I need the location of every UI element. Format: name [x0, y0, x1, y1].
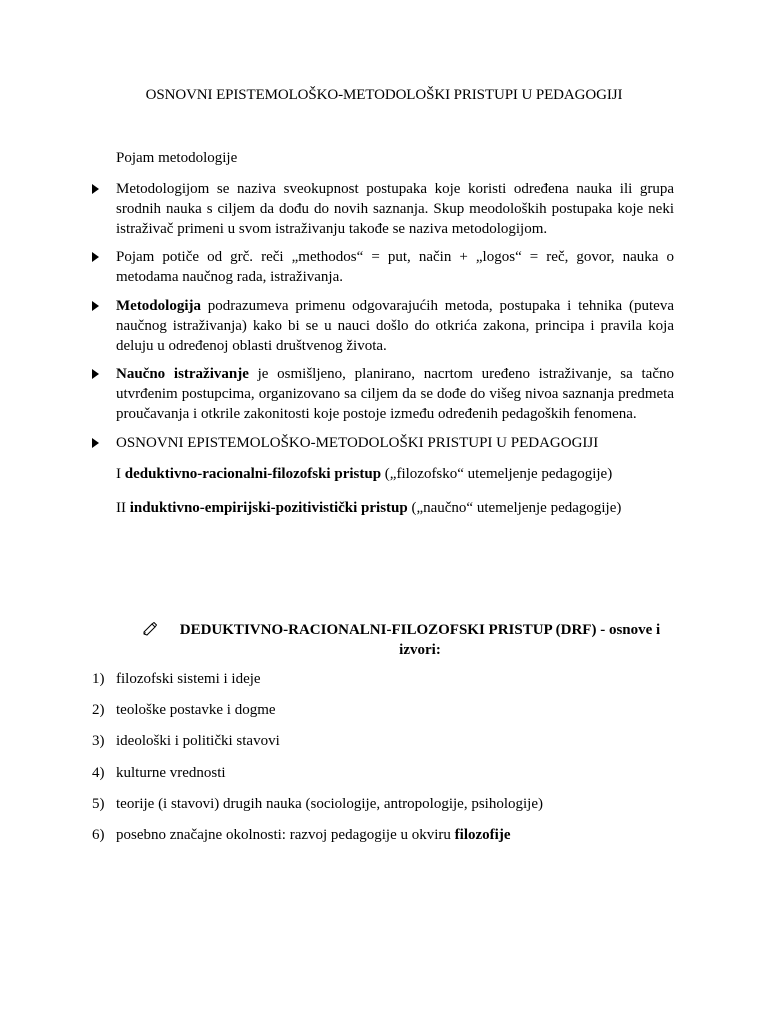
section-heading: DEDUKTIVNO-RACIONALNI-FILOZOFSKI PRISTUP (DRF) - osnove i izvori:	[160, 620, 680, 660]
list-item: 4) kulturne vrednosti	[92, 764, 226, 781]
triangle-bullet-icon	[92, 438, 99, 448]
list-item: 5) teorije (i stavovi) drugih nauka (sociologije, antropologije, psihologije)	[92, 795, 543, 812]
triangle-bullet-icon	[92, 369, 99, 379]
bullet-item	[92, 180, 674, 239]
approach-item: I deduktivno-racionalni-filozofski pristup („filozofsko“ utemeljenje pedagogije)	[116, 465, 613, 482]
list-item: 3) ideološki i politički stavovi	[92, 733, 280, 750]
bullet-text: je osmišljeno, planirano, nacrtom uređeno istraživanje, sa tačno utvrđenim postupcima, organizovano sa ciljem da se dođe do višeg nivoa saznanja predmeta proučavanja i otkrile zakonitosti koje postoje između određenih pedagoških fenomena.	[116, 366, 675, 422]
bullet-item	[92, 434, 674, 454]
subheading: Pojam metodologije	[116, 150, 238, 166]
sources-list	[92, 671, 543, 858]
list-item: 1) filozofski sistemi i ideje	[92, 671, 261, 687]
triangle-bullet-icon	[92, 252, 99, 262]
bullet-item	[92, 365, 674, 424]
bullet-text: podrazumeva primenu odgovarajućih metoda, postupaka i tehnika (puteva naučnog istraživanja) kako bi se u nauci došlo do otkrića zakona, principa i pravila koja deluju u određenoj oblasti društvenog života.	[116, 297, 674, 354]
bullet-text: OSNOVNI EPISTEMOLOŠKO-METODOLOŠKI PRISTUPI U PEDAGOGIJI	[116, 434, 599, 451]
bullet-lead: Naučno istraživanje	[116, 366, 249, 383]
bullet-item	[92, 248, 674, 288]
list-item: 6) posebno značajne okolnosti: razvoj pedagogije u okviru filozofije	[92, 826, 511, 843]
approach-name: deduktivno-racionalni-filozofski pristup	[124, 465, 382, 482]
bullet-lead: Metodologija	[116, 297, 201, 314]
bullet-list	[92, 180, 674, 517]
pen-hand-icon	[143, 622, 157, 636]
bullet-text: Pojam potiče od grč. reči „methodos“ = put, način + „logos“ = reč, govor, nauka o metodama naučnog rada, istraživanja.	[116, 249, 674, 286]
approach-item: II induktivno-empirijski-pozitivistički pristup („naučno“ utemeljenje pedagogije)	[116, 499, 622, 516]
bullet-text: Metodologijom se naziva sveokupnost postupaka koje koristi određena nauka ili grupa srodnih nauka s ciljem da dođu do novih saznanja. Skup meodoloških postupaka koje neki istraživač primeni u svom istraživanju takođe se naziva metodologijom.	[116, 181, 674, 237]
document-title: OSNOVNI EPISTEMOLOŠKO-METODOLOŠKI PRISTUPI U PEDAGOGIJI	[145, 87, 623, 103]
approach-name: induktivno-empirijski-pozitivistički pristup	[129, 499, 408, 516]
bullet-item	[92, 297, 674, 356]
list-item: 2) teološke postavke i dogme	[92, 702, 276, 719]
triangle-bullet-icon	[92, 184, 99, 194]
triangle-bullet-icon	[92, 301, 99, 311]
